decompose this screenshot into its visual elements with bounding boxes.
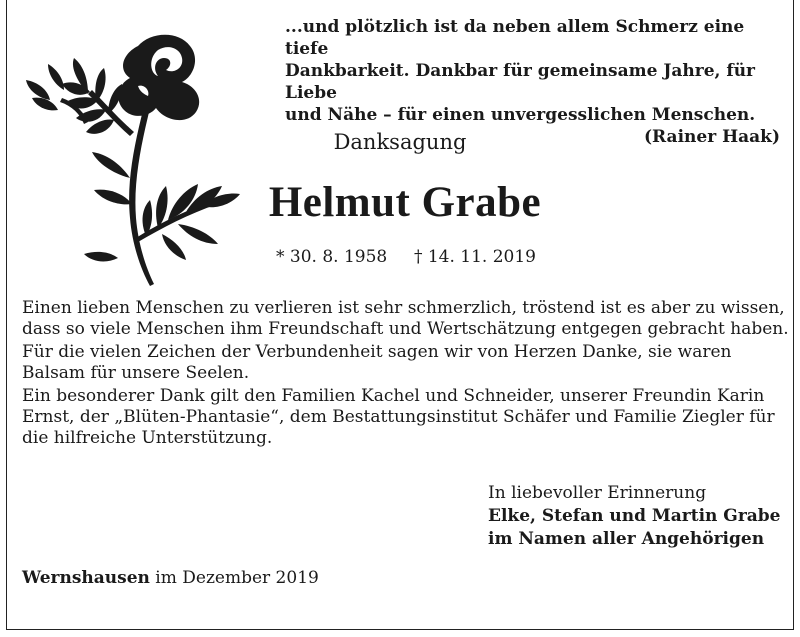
quote-line: ...und plötzlich ist da neben allem Schmerz eine tiefe [285,17,745,59]
closing-signature [488,482,788,551]
closing-intro: In liebevoller Erinnerung [488,483,707,503]
relatives-line: im Namen aller Angehörigen [488,529,765,549]
quote [285,16,780,148]
paragraph: Einen lieben Menschen zu verlieren ist sehr schmerzlich, tröstend ist es aber zu wissen, dass so viele Menschen ihm Freundschaft und Wertschätzung entgegen gebracht haben. [22,298,789,339]
thanks-text [22,298,792,451]
deceased-name: Helmut Grabe [268,179,542,226]
paragraph: Für die vielen Zeichen der Verbundenheit sagen wir von Herzen Danke, sie waren Balsam für unsere Seelen. [22,342,732,383]
quote-author: (Rainer Haak) [644,127,780,147]
death-date: † 14. 11. 2019 [413,247,536,267]
birth-date: * 30. 8. 1958 [276,247,388,267]
greeting-heading: Danksagung [333,130,467,154]
life-dates [276,247,536,267]
family-names: Elke, Stefan und Martin Grabe [488,506,781,526]
rose-icon [18,28,253,290]
town: Wernshausen [22,568,150,588]
place-date [22,568,319,588]
quote-line: und Nähe – für einen unvergesslichen Menschen. [285,105,756,125]
quote-line: Dankbarkeit. Dankbar für gemeinsame Jahre, für Liebe [285,61,756,103]
paragraph: Ein besonderer Dank gilt den Familien Kachel und Schneider, unserer Freundin Karin Ernst, der „Blüten-Phantasie“, dem Bestattungsinstitut Schäfer und Familie Ziegler für die hilfreiche Unterstützung. [22,386,775,448]
date: im Dezember 2019 [155,568,319,588]
